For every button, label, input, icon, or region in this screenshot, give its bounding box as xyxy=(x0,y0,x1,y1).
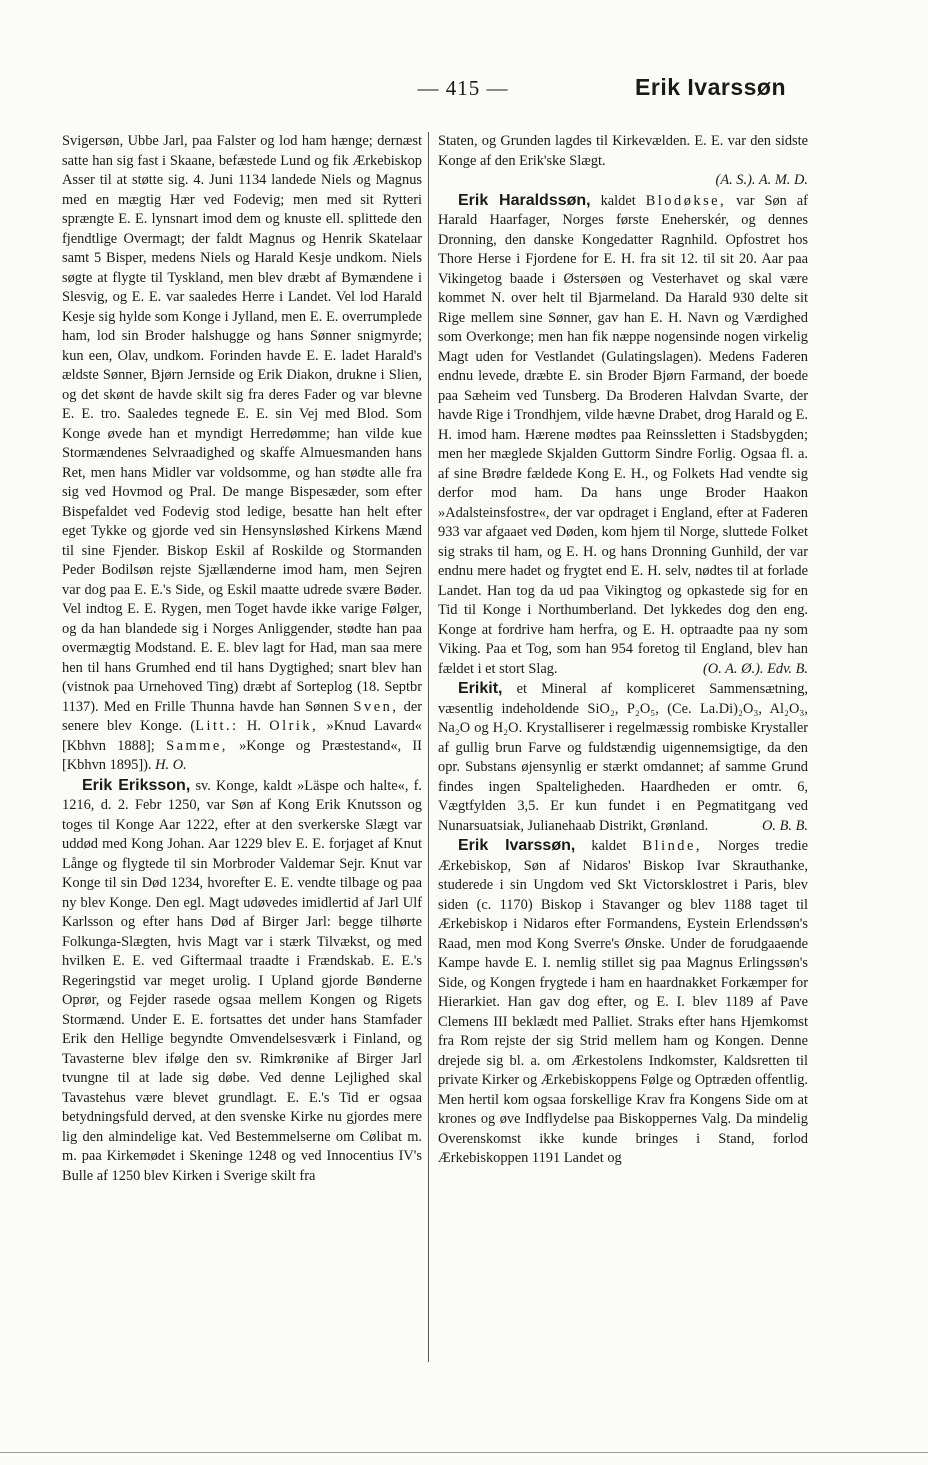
entry-continuation xyxy=(62,132,422,776)
entry-text: kaldet xyxy=(591,838,627,854)
entry-text: »Konge og Præstestand«, II [Kbhvn 1895]). xyxy=(62,737,422,773)
running-head: Erik Ivarssøn xyxy=(635,74,786,100)
entry-continuation xyxy=(438,132,808,191)
spaced-name: Sven, xyxy=(353,698,399,715)
entry-text: »Knud Lavard« [Kbhvn 1888]; xyxy=(62,718,422,754)
page-number: — 415 — xyxy=(417,76,509,100)
author-signature: (O. A. Ø.). Edv. B. xyxy=(703,660,808,677)
entry-text: kaldet xyxy=(600,192,636,209)
page-bottom-rule xyxy=(0,1452,928,1453)
entry-text: sv. Konge, kaldt »Läspe och halte«, f. 1216, d. 2. Febr 1250, var Søn af Kong Erik Knutsson og toges til Konge Aar 1222, efter at den sverkerske Slægt var uddød med Kong Johan. Aar 1229 blev E. E. forjaget af Knut Långe og flygtede til sin Morbroder Valdemar Sejr. Knut var Konge til sin Død 1234, hvorefter E. E. vendte tilbage og paa ny blev Konge. Den egl. Magt udøvedes imidlertid af Jarl Ulf Karlsson og efter hans Død af Birger Jarl: begge tilhørte Folkunga-Slægten, hvis Magt var i stærk Tilvækst, og med hvilken E. E. ved Giftermaal traadte i Frændskab. E. E.'s Regeringstid var meget urolig. I Upland gjorde Bønderne Oprør, og Fejder rasede ogsaa mellem Kongen og Rigets Stormænd. Under E. E. fortsattes det under hans Stamfader Erik den Hellige begyndte Omvendelsesværk i Finland, og Tavasterne blev ifølge den sv. Rimkrønike af Birger Jarl tvungne til at lade sig døbe. Ved denne Lejlighed skal Tavastehus være blevet grundlagt. E. E.'s Tid er ogsaa betydningsfuld derved, at den svenske Kirke nu gjordes mere lig den almindelige kat. Ved Bestemmelserne om Cølibat m. m. paa Kirkemødet i Skeninge 1248 og ved Innocentius IV's Bulle af 1250 blev Kirken i Sverige skilt fra xyxy=(62,777,423,1184)
page-header xyxy=(60,76,808,108)
author-signature: (A. S.). A. M. D. xyxy=(715,172,808,188)
entry-headword: Erik Ivarssøn, xyxy=(458,837,576,854)
entry-headword: Erik Eriksson, xyxy=(82,776,191,794)
entry-text: der senere blev Konge. ( xyxy=(62,698,422,734)
literature-label: Litt.: xyxy=(195,718,239,734)
entry-text: Svigersøn, Ubbe Jarl, paa Falster og lod ham hænge; dernæst satte han sig fast i Skaane, befæstede Lund og fik Ærkebiskop Asser til at støtte sig. 4. Juni 1134 landede Niels og Magnus med en mægtig Hær ved Fodevig; men med sit Rytteri sprængte E. E. lynsnart imod dem og knuste ell. splittede den fjendtlige Overmagt; der faldt Magnus og Henrik Skatelaar samt 5 Bisper, medens Niels og Harald Kesje undkom. Niels søgte at flygte til Tyskland, men blev dræbt af Bymændene i Slesvig, og E. E. var saaledes Herre i Landet. Vel lod Harald Kesje sig hylde som Konge i Jylland, men E. E. overrumplede ham, lod sin Broder halshugge og hans Sønner snigmyrde; kun een, Olav, undkom. Forinden havde E. E. ladet Harald's ældste Sønner, Bjørn Jernside og Erik Diakon, drukne i Slien, og det skønt de havde skilt sig fra deres Fader og var blevne E. E. tro. Saaledes tegnede E. E. sin Vej med Blod. Som Konge øvede han et myndigt Herredømme; han vilde kue Stormændenes Selvraadighed og skaffe Almuesmanden hans Ret, men hans Midler var voldsomme, og han stødte alle fra sig ved Hovmod og Pral. De mange Bispesæder, som efter Bispefaldet ved Fodevig stod ledige, besatte han helt efter eget Tykke og gjorde ved sin Hensynsløshed Kirkens Mænd til sine Fjender. Biskop Eskil af Roskilde og Stormanden Peder Bodilsøn rejste Sjællænderne imod ham, men Sejren var dog paa E. E.'s Side, og Eskil maatte udrede svære Bøder. Vel indtog E. E. Rygen, men Toget havde ikke varige Følger, og da han blandede sig i Norges Anliggender, stødte han paa overmægtig Modstand. E. E. blev lagt for Had, man saa mere hen til hans Grumhed end til hans Dygtighed; snart blev han (vistnok paa Urnehoved Ting) dræbt af Sorteplog (18. Septbr 1137). Med en Frille Thunna havde han Sønnen xyxy=(62,133,422,715)
entry-text: var Søn af Harald Haarfager, Norges første Eneherskér, og dennes Dronning, den danske Kongedatter Ragnhild. Opfostret hos Thore Herse i Fjordene for E. H. fra sit 12. til sit 20. Aar paa Vikingetog baade i Østersøen og Vesterhavet og skal være kommet N. over helt til Bjarmeland. Da Harald 930 delte sit Rige mellem sine Sønner, gav han E. H. Navn og Værdighed som Overkonge; men han fik næppe nogensinde nogen virkelig Magt uden for Vestlandet (Gulatingslagen). Medens Faderen endnu levede, dræbte E. sin Broder Bjørn Farmand, der boede paa Sæheim ved Tunsberg. Da Broderen Halvdan Svarte, der havde Rige i Trondhjem, vilde hævne Drabet, drog Harald og E. H. imod ham. Hærene mødtes paa Reinssletten i Stadsbygden; men her mæglede Skjalden Guttorm Sindre Forlig. Ogsaa fl. a. af sine Brødre fældede Kong E. H., og Folkets Had vendte sig derfor mod ham. Da hans unge Broder Haakon »Adalsteinsfostre«, der var opdraget i England, efter at Faderen 933 var afgaaet ved Døden, kom hjem til Norge, sluttede Folket sig straks til ham, og E. H. og hans Dronning Gunhild, der var endnu mere hadet og frygtet end E. H. selv, nødtes til at forlade Landet. Han tog da ud paa Vikingtog og opkastede sig for en Tid til Konge i Northumberland. Det lykkedes dog den eng. Konge at fordrive ham herfra, og E. H. optraadte paa ny som Viking. Paa et Tog, som han 954 foretog til England, blev han fældet i et stort Slag. xyxy=(438,192,808,677)
spaced-name: Samme, xyxy=(166,737,228,754)
entry-erik-ivarsson xyxy=(438,836,808,1169)
entry-text: Norges tredie Ærkebiskop, Søn af Nidaros' Biskop Ivar Skrauthanke, studerede i sin Ungdom ved Skt Victorsklostret i Paris, blev siden (c. 1170) Biskop i Stavanger og blev 1188 taget til Ærkebiskop i Nidaros efter Formandens, Eystein Erlendssøn's Raad, men mod Kong Sverre's Ønske. Under de forudgaaende Kampe havde E. I. nemlig stillet sig paa Magnus Erlingssøn's Side, og Kongen frygtede i ham en haardnakket Forkæmper for Hierarkiet. Han gav dog efter, og E. I. blev 1189 af Pave Clemens III beklædt med Palliet. Straks efter hans Hjemkomst fra Rom rejste der sig Strid mellem ham og Kongen. Denne drejede sig bl. a. om Ærkestolens Indkomster, Kaldsretten til private Kirker og Ærkebiskoppens Følge og Optræden offentlig. Men hertil kom ogsaa forskellige Krav fra Kongens Side om at krones og øve Indflydelse paa Biskoppernes Valg. Da mindelig Overenskomst ikke kunde bringes i Stand, forlod Ærkebiskoppen 1191 Landet og xyxy=(438,838,808,1166)
entry-text: et Mineral af kompliceret Sammensætning, væsentlig indeholdende SiO₂, P₂O₅, (Ce. La.Di)₂O₃, Al₂O₃, Na₂O og H₂O. Krystalliserer i regelmæssig rombiske Krystaller af gullig brun Farve og fuldstændig uigennemsigtige, da den opr. Substans øjensynlig er stærkt omdannet; af samme Grund findes ingen Spalteligheden. Haardheden er omtr. 6, Vægtfylden 3,5. Er kun fundet i en Pegmatitgang ved Nunarsuatsiak, Julianehaab Distrikt, Grønland. xyxy=(438,681,808,834)
entry-erikit xyxy=(438,679,808,836)
entry-text: H. xyxy=(246,718,261,734)
entry-erik-haraldsson xyxy=(438,191,808,680)
left-column xyxy=(62,132,422,1186)
entry-erik-eriksson xyxy=(62,776,422,1187)
right-column xyxy=(438,132,808,1169)
author-signature: H. O. xyxy=(155,757,187,773)
spaced-name: Blodøkse, xyxy=(645,192,727,209)
author-signature: O. B. B. xyxy=(762,817,808,834)
entry-headword: Erik Haraldssøn, xyxy=(458,191,591,209)
spaced-name: Olrik, xyxy=(269,718,319,734)
spaced-name: Blinde, xyxy=(642,838,702,854)
entry-text: Staten, og Grunden lagdes til Kirkevælden. E. E. var den sidste Konge af den Erik'ske Slægt. xyxy=(438,133,808,169)
column-divider xyxy=(428,132,429,1362)
entry-headword: Erikit, xyxy=(458,680,503,697)
